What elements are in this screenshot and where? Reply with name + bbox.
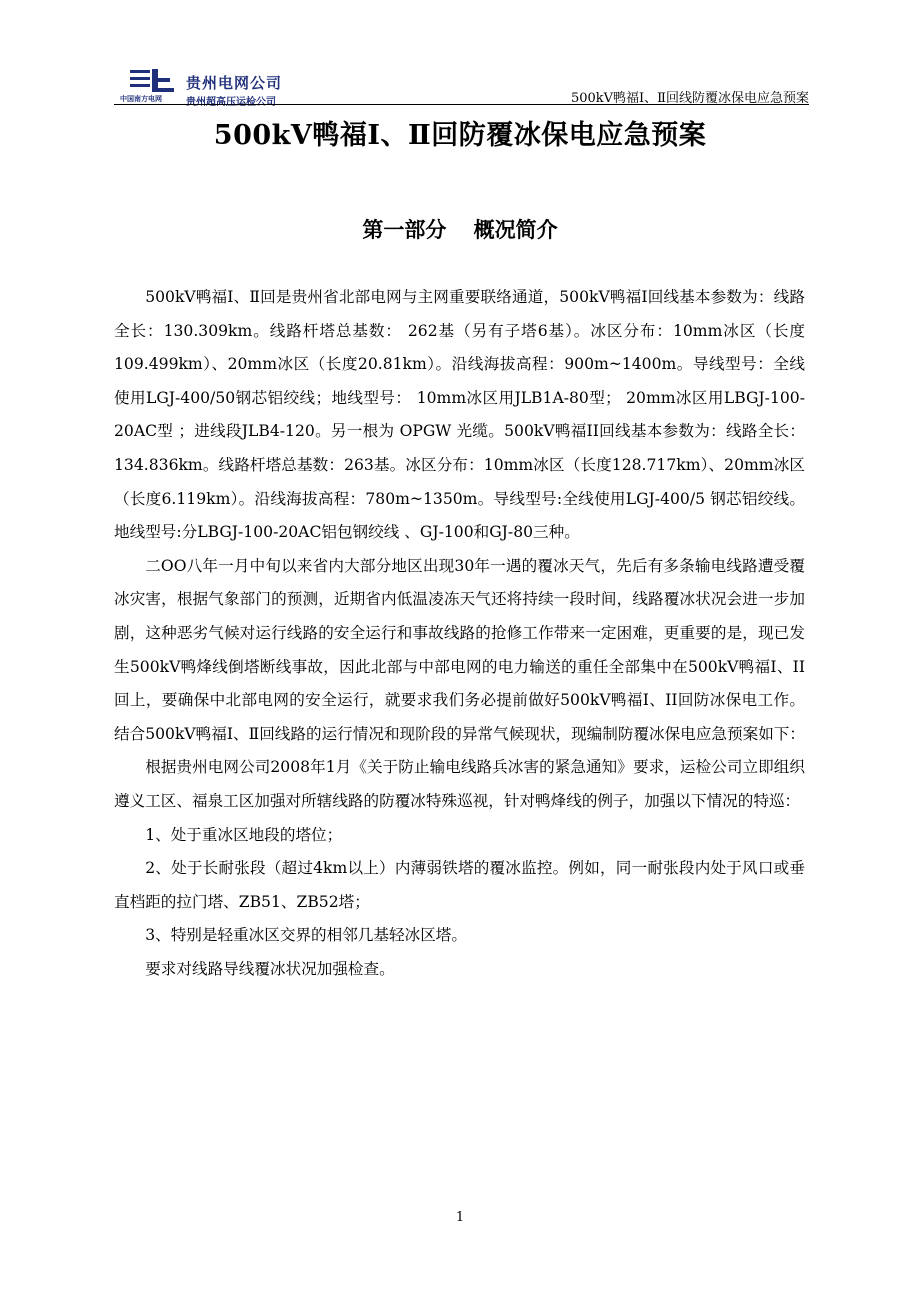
document-body: [114, 281, 805, 986]
header-document-title: 500kV鸭福Ⅰ、Ⅱ回线防覆冰保电应急预案: [570, 91, 809, 106]
paragraph: 根据贵州电网公司2008年1月《关于防止输电线路兵冰害的紧急通知》要求，运检公司立即组织遵义工区、福泉工区加强对所辖线路的防覆冰特殊巡视，针对鸭烽线的例子，加强以下情况的特巡：: [114, 758, 805, 810]
list-item: 3、特别是轻重冰区交界的相邻几基轻冰区塔。: [145, 926, 467, 945]
header-divider: [114, 104, 809, 105]
grid-logo-icon: [130, 68, 176, 94]
company-logo: [114, 64, 314, 108]
page-number: 1: [455, 1210, 465, 1225]
section-heading: [0, 214, 920, 244]
logo-small-text: 中国南方电网: [120, 95, 162, 103]
section-part-label: 第一部分: [362, 217, 447, 242]
logo-subsidiary-name: 贵州超高压运检公司: [186, 97, 276, 108]
logo-company-name: 贵州电网公司: [186, 74, 283, 92]
list-item: 1、处于重冰区地段的塔位；: [145, 825, 343, 844]
paragraph: 二OO八年一月中旬以来省内大部分地区出现30年一遇的覆冰天气，先后有多条输电线路遭受覆冰灾害，根据气象部门的预测，近期省内低温凌冻天气还将持续一段时间，线路覆冰状况会进一步加剧，这种恶劣气候对运行线路的安全运行和事故线路的抢修工作带来一定困难，更重要的是，现已发生500kV鸭烽线倒塔断线事故，因此北部与中部电网的电力输送的重任全部集中在500kV鸭福I、II回上，要确保中北部电网的安全运行，就要求我们务必提前做好500kV鸭福I、II回防冰保电工作。结合500kV鸭福Ⅰ、Ⅱ回线路的运行情况和现阶段的异常气候现状，现编制防覆冰保电应急预案如下：: [114, 556, 805, 743]
paragraph: 500kV鸭福Ⅰ、Ⅱ回是贵州省北部电网与主网重要联络通道，500kV鸭福I回线基本参数为：线路全长：130.309km。线路杆塔总基数： 262基（另有子塔6基）。冰区分布：10mm冰区（长度109.499km）、20mm冰区（长度20.81km）。沿线海拔高程：900m~1400m。导线型号：全线使用LGJ-400/50钢芯铝绞线；地线型号： 10mm冰区用JLB1A-80型； 20mm冰区用LBGJ-100-20AC型 ；进线段JLB4-120。另一根为 OPGW 光缆。500kV鸭福II回线基本参数为：线路全长：134.836km。线路杆塔总基数：263基。冰区分布：10mm冰区（长度128.717km）、20mm冰区（长度6.119km）。沿线海拔高程：780m~1350m。导线型号:全线使用LGJ-400/5 钢芯铝绞线。地线型号:分LBGJ-100-20AC铝包钢绞线 、GJ-100和GJ-80三种。: [114, 288, 805, 542]
section-name: 概况简介: [473, 217, 558, 242]
page-header: [114, 58, 809, 106]
paragraph: 要求对线路导线覆冰状况加强检查。: [145, 959, 395, 978]
list-item: 2、处于长耐张段（超过4km以上）内薄弱铁塔的覆冰监控。例如，同一耐张段内处于风口或垂直档距的拉门塔、ZB51、ZB52塔；: [114, 859, 805, 911]
document-title: 500kV鸭福Ⅰ、Ⅱ回防覆冰保电应急预案: [213, 120, 707, 151]
